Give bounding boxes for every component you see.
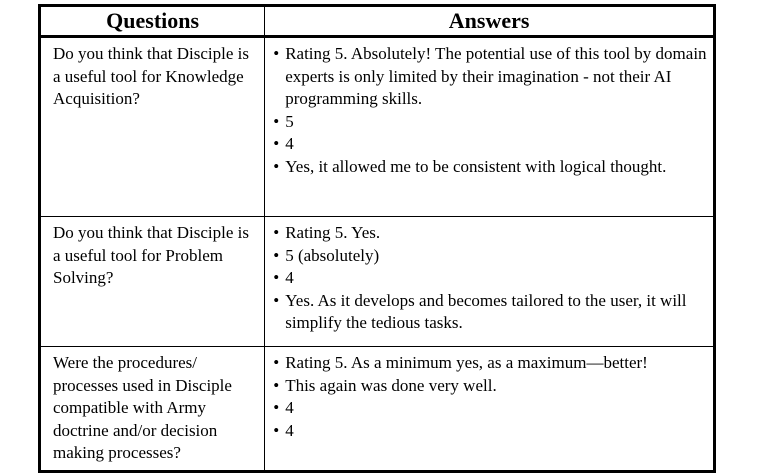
answer-list (273, 43, 707, 178)
answer-text: 4 (285, 398, 294, 417)
question-cell (40, 37, 265, 217)
answer-item (273, 111, 707, 134)
answer-text: This again was done very well. (285, 375, 497, 395)
bullet-icon: • (273, 44, 280, 63)
answer-list (273, 222, 707, 335)
question-cell (40, 347, 265, 472)
questionnaire-table (38, 4, 716, 473)
answer-text: Rating 5. Absolutely! The potential use of this tool by domain experts is only limited by their imagination - not their AI programming skills. (285, 44, 707, 108)
answer-item (273, 43, 707, 111)
answer-item (273, 420, 707, 443)
bullet-icon: • (273, 375, 280, 395)
bullet-icon: • (273, 398, 280, 417)
answer-item (273, 290, 707, 335)
answer-text: Rating 5. As a minimum yes, as a maximum—better! (285, 353, 648, 372)
table-row (40, 37, 715, 217)
answer-item (273, 267, 707, 290)
answer-cell (265, 37, 715, 217)
answer-text: 4 (285, 268, 294, 287)
answer-cell (265, 347, 715, 472)
answer-item (273, 397, 707, 420)
table-row (40, 217, 715, 347)
answer-item (273, 133, 707, 156)
question-text: Do you think that Disciple is a useful tool for Knowledge Acquisition? (53, 44, 249, 108)
answer-cell (265, 217, 715, 347)
answer-text: Rating 5. Yes. (285, 223, 381, 242)
answer-text: Yes. As it develops and becomes tailored to the user, it will simplify the tedious tasks. (285, 290, 687, 332)
answer-list (273, 352, 707, 442)
bullet-icon: • (273, 111, 280, 131)
bullet-icon: • (273, 353, 280, 372)
question-text: Were the procedures/ processes used in Disciple compatible with Army doctrine and/or decision making processes? (53, 353, 232, 462)
bullet-icon: • (273, 223, 280, 242)
answer-item (273, 245, 707, 268)
bullet-icon: • (273, 420, 280, 440)
answer-item (273, 352, 707, 375)
bullet-icon: • (273, 268, 280, 287)
answer-item (273, 222, 707, 245)
answers-header: Answers (265, 6, 715, 37)
table-row (40, 347, 715, 472)
question-text: Do you think that Disciple is a useful tool for Problem Solving? (53, 223, 249, 287)
bullet-icon: • (273, 134, 280, 153)
answer-text: Yes, it allowed me to be consistent with logical thought. (285, 156, 667, 176)
question-cell (40, 217, 265, 347)
answer-text: 5 (absolutely) (285, 245, 380, 265)
header-row (40, 6, 715, 37)
bullet-icon: • (273, 156, 280, 176)
questions-header: Questions (40, 6, 265, 37)
bullet-icon: • (273, 290, 280, 310)
answer-text: 4 (285, 134, 294, 153)
answer-text: 4 (285, 420, 294, 440)
answer-text: 5 (285, 111, 294, 131)
answer-item (273, 375, 707, 398)
bullet-icon: • (273, 245, 280, 265)
answer-item (273, 156, 707, 179)
